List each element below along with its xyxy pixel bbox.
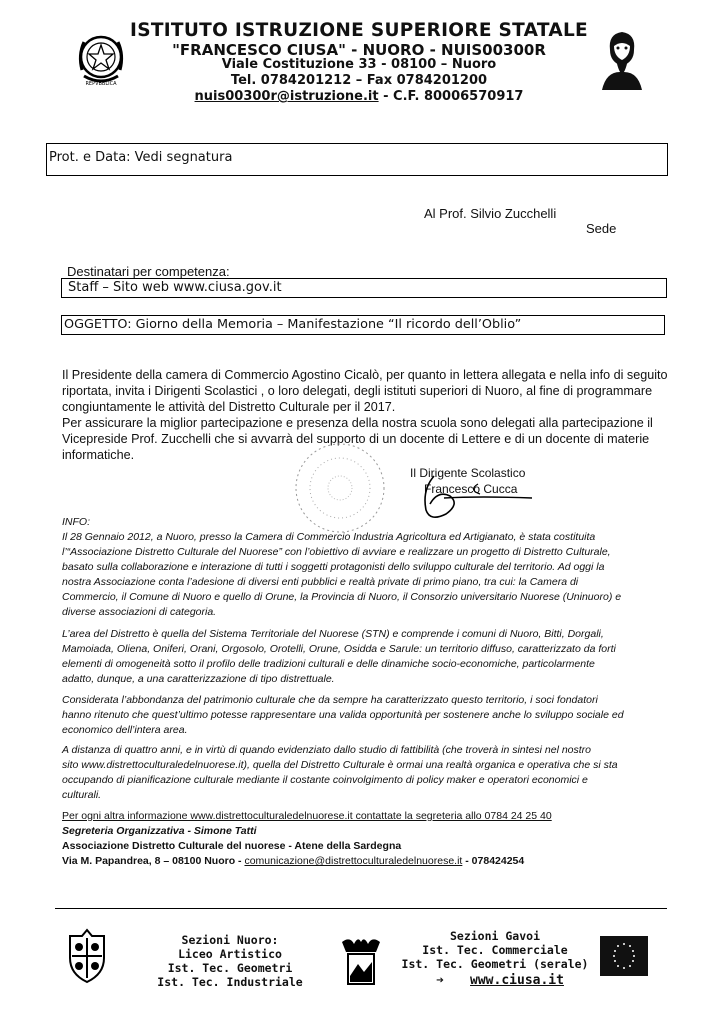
info-line: l’“Associazione Distretto Culturale del Nuorese” con l’obiettivo di avviare e realizzare un progetto di Distretto Culturale, — [62, 546, 611, 558]
gavoi-section: Ist. Tec. Commerciale — [422, 943, 568, 957]
sardinia-coat-icon — [64, 928, 110, 984]
info-line: sito www.distrettoculturaledelnuorese.it), quella del Distretto Culturale è ormai una realtà organica e operativa che si sta — [62, 759, 618, 771]
school-cf: - C.F. 80006570917 — [378, 89, 524, 104]
footer-divider — [55, 908, 667, 909]
school-stamp — [290, 438, 390, 538]
body-line: Il Presidente della camera di Commercio Agostino Cicalò, per quanto in lettera allegata e nella info di seguito — [62, 368, 668, 382]
info-line: adatto, dunque, a una caratterizzazione di tipo distrettuale. — [62, 673, 335, 685]
institute-name: ISTITUTO ISTRUZIONE SUPERIORE STATALE — [130, 20, 588, 41]
info-line: diverse associazioni di categoria. — [62, 606, 217, 618]
info-line: culturali. — [62, 789, 102, 801]
association-line: Associazione Distretto Culturale del nuorese - Atene della Sardegna — [62, 840, 402, 852]
info-line: hanno ritenuto che quest’ultimo potesse rappresentare una valida opportunità per sostenere anche lo sviluppo sociale ed — [62, 709, 624, 721]
info-line: Mamoiada, Oliena, Oniferi, Orani, Orgosolo, Orotelli, Orune, Osidda e Sarule: un territorio diffuso, caratterizzato da forti — [62, 643, 616, 655]
oggetto-box — [61, 315, 665, 335]
website-link[interactable]: www.ciusa.it — [470, 973, 564, 988]
info-line: elementi di omogeneità sotto il profilo delle tradizioni culturali e delle dinamiche socio-economiche, particolarmente — [62, 658, 595, 670]
info-line: economico dell’intera area. — [62, 724, 188, 736]
info-line: A distanza di quattro anni, e in virtù di quando evidenziato dallo studio di fattibilità (che troverà in sintesi nel nostro — [62, 744, 592, 756]
info-line: L’area del Distretto è quella del Sistema Territoriale del Nuorese (STN) e comprende i comuni di Nuoro, Bitti, Dorgali, — [62, 628, 604, 640]
nuoro-section: Ist. Tec. Geometri — [167, 961, 293, 975]
association-phone: - 078424254 — [462, 855, 525, 867]
info-line: basato sulla collaborazione e interazione di tutti i soggetti protagonisti dello sviluppo culturale del territorio. Ad oggi la — [62, 561, 605, 573]
nuoro-sections-title: Sezioni Nuoro: — [181, 933, 279, 947]
nuoro-section: Ist. Tec. Industriale — [157, 975, 303, 989]
association-contact — [62, 855, 524, 867]
info-line: Il 28 Gennaio 2012, a Nuoro, presso la Camera di Commercio Industria Agricoltura ed Artigianato, è stata costituita — [62, 531, 596, 543]
arrow-icon: ➔ — [436, 973, 444, 988]
association-address: Via M. Papandrea, 8 – 08100 Nuoro - — [62, 855, 245, 867]
gavoi-section: Ist. Tec. Geometri (serale) — [401, 957, 589, 971]
school-email-link[interactable]: nuis00300r@istruzione.it — [194, 89, 379, 104]
oggetto-text: OGGETTO: Giorno della Memoria – Manifestazione “Il ricordo dell’Oblio” — [64, 317, 522, 332]
signature-role: Il Dirigente Scolastico — [410, 466, 526, 480]
body-line: riportata, invita i Dirigenti Scolastici , o loro delegati, degli istituti superiori di Nuoro, al fine di programmare — [62, 384, 653, 398]
destinatari-box — [61, 278, 667, 298]
prot-box — [46, 143, 668, 176]
info-label: INFO: — [62, 516, 90, 528]
more-info-link[interactable]: Per ogni altra informazione www.distrettoculturaledelnuorese.it contattate la segreteria allo 0784 24 25 40 — [62, 810, 552, 822]
destinatari-value: Staff – Sito web www.ciusa.gov.it — [68, 280, 282, 295]
info-line: Commercio, il Comune di Nuoro e quello di Orune, la Provincia di Nuoro, il Consorzio universitario Nuorese (Uninuoro) e — [62, 591, 622, 603]
info-line: nostra Associazione conta l’adesione di diversi enti pubblici e realtà private di primo piano, tra cui: la Camera di — [62, 576, 579, 588]
school-phones: Tel. 0784201212 – Fax 0784201200 — [230, 73, 488, 88]
body-line: informatiche. — [62, 448, 135, 462]
recipient-location: Sede — [586, 221, 617, 236]
school-address: Viale Costituzione 33 - 08100 – Nuoro — [221, 57, 497, 72]
segreteria-line: Segreteria Organizzativa - Simone Tatti — [62, 825, 257, 837]
body-line: Per assicurare la miglior partecipazione e presenza della nostra scuola sono delegati alla partecipazione il — [62, 416, 653, 430]
destinatari-label: Destinatari per competenza: — [67, 264, 230, 279]
association-email-link[interactable]: comunicazione@distrettoculturaledelnuorese.it — [244, 855, 463, 867]
signature-name: Francesco Cucca — [424, 482, 518, 496]
info-line: Considerata l’abbondanza del patrimonio culturale che da sempre ha caratterizzato questo territorio, i soci fondatori — [62, 694, 598, 706]
gavoi-sections-title: Sezioni Gavoi — [449, 929, 540, 943]
svg-text:REPVBBLICA: REPVBBLICA — [85, 81, 117, 87]
recipient-name: Al Prof. Silvio Zucchelli — [424, 206, 557, 221]
body-line: Vicepreside Prof. Zucchelli che si avvarrà del supporto di un docente di Lettere e di un docente di materie — [62, 432, 650, 446]
nuoro-section: Liceo Artistico — [178, 947, 282, 961]
prot-text: Prot. e Data: Vedi segnatura — [49, 150, 233, 165]
handwritten-signature — [420, 470, 535, 525]
province-emblem-icon — [338, 934, 384, 992]
body-line: congiuntamente le attività del Distretto Culturale per il 2017. — [62, 400, 396, 414]
school-name: "FRANCESCO CIUSA" - NUORO - NUIS00300R — [172, 41, 546, 59]
school-contact — [0, 89, 718, 104]
info-line: occupando di pianificazione culturale mediante il costante coinvolgimento di policy maker e operatori economici e — [62, 774, 588, 786]
eu-flag-icon — [600, 936, 648, 976]
